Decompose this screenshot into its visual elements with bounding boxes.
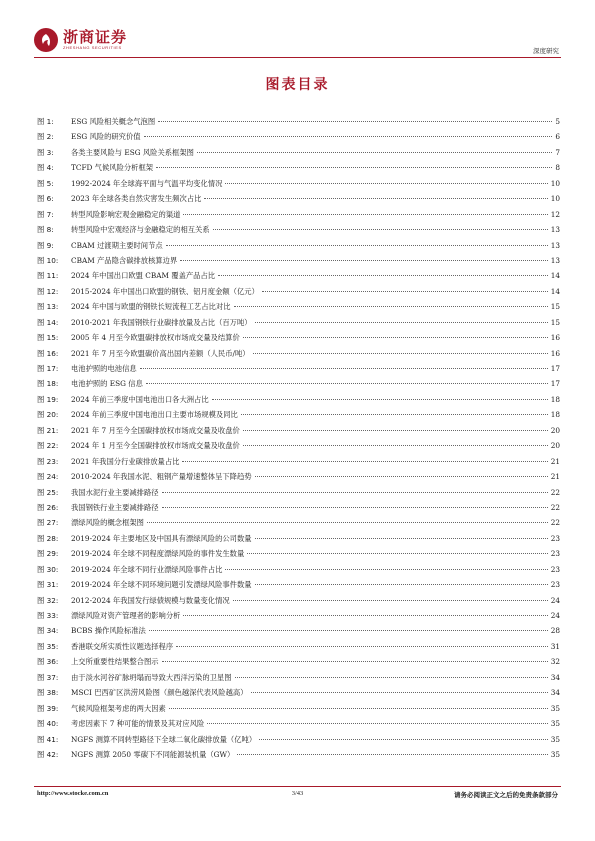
toc-dot-leader	[204, 198, 547, 199]
toc-dot-leader	[144, 136, 553, 137]
toc-dot-leader	[247, 553, 547, 554]
toc-entry-title[interactable]: 2019-2024 年主要地区及中国具有漂绿风险的公司数量	[71, 533, 252, 543]
toc-entry[interactable]	[37, 701, 560, 716]
toc-entry-title[interactable]: 转型风险影响宏观金融稳定的渠道	[71, 209, 181, 219]
toc-entry-number: 图 35:	[37, 641, 59, 651]
toc-entry-title[interactable]: CBAM 产品隐含碳排放核算边界	[71, 255, 178, 265]
toc-entry-title[interactable]: 2019-2024 年全球不同行业漂绿风险事件占比	[71, 564, 223, 574]
toc-entry-number: 图 19:	[37, 394, 59, 404]
toc-entry[interactable]	[37, 315, 560, 330]
toc-entry[interactable]	[37, 593, 560, 608]
toc-dot-leader	[169, 708, 548, 709]
toc-entry-title[interactable]: 上交所重要性结果整合图示	[71, 657, 159, 667]
toc-entry-number: 图 12:	[37, 286, 59, 296]
toc-entry-page[interactable]: 16	[550, 333, 560, 343]
toc-entry-number: 图 11:	[37, 271, 59, 281]
toc-entry-title[interactable]: 各类主要风险与 ESG 风险关系框架图	[71, 147, 194, 157]
toc-entry[interactable]	[37, 515, 560, 530]
toc-dot-leader	[147, 522, 548, 523]
toc-entry[interactable]	[37, 330, 560, 345]
toc-entry-title[interactable]: 2019-2024 年全球不同环境问题引发漂绿风险事件数量	[71, 580, 252, 590]
toc-entry-page[interactable]: 6	[555, 132, 560, 142]
toc-dot-leader	[166, 245, 548, 246]
toc-entry-title[interactable]: 1992-2024 年全球海平面与气温平均变化情况	[71, 178, 223, 188]
toc-entry-title[interactable]: 2024 年中国与欧盟的钢铁长短流程工艺占比对比	[71, 302, 231, 312]
toc-entry-number: 图 7:	[37, 209, 54, 219]
toc-entry-page[interactable]: 35	[550, 734, 560, 744]
toc-entry-number: 图 17:	[37, 364, 59, 373]
toc-entry-number: 图 25:	[37, 487, 59, 497]
toc-entry[interactable]	[37, 639, 560, 654]
toc-entry-title[interactable]: 2021 年我国分行业碳排放量占比	[71, 456, 180, 466]
toc-entry-page[interactable]: 14	[550, 286, 560, 296]
toc-entry-page[interactable]: 15	[550, 302, 560, 312]
toc-entry-page[interactable]: 13	[550, 225, 560, 235]
toc-dot-leader	[197, 152, 552, 153]
toc-dot-leader	[140, 368, 548, 369]
toc-entry-page[interactable]: 16	[550, 348, 560, 358]
toc-entry-number: 图 4:	[37, 163, 54, 173]
toc-entry[interactable]	[37, 407, 560, 422]
toc-dot-leader	[241, 414, 548, 415]
toc-entry-number: 图 40:	[37, 719, 59, 729]
toc-entry-page[interactable]: 22	[550, 518, 560, 528]
toc-entry-page[interactable]: 35	[550, 719, 560, 729]
toc-dot-leader	[180, 260, 547, 261]
toc-entry-title[interactable]: 电池护照的电池信息	[71, 364, 137, 373]
toc-dot-leader	[255, 584, 548, 585]
toc-entry-number: 图 42:	[37, 749, 59, 759]
toc-entry-number: 图 5:	[37, 178, 54, 188]
toc-entry-page[interactable]: 20	[550, 441, 560, 451]
toc-entry[interactable]	[37, 145, 560, 160]
toc-entry-title[interactable]: 我国水泥行业主要减排路径	[71, 487, 159, 497]
toc-entry-page[interactable]: 23	[550, 549, 560, 559]
toc-entry[interactable]	[37, 207, 560, 222]
toc-dot-leader	[182, 461, 547, 462]
report-type: 深度研究	[533, 47, 559, 55]
toc-entry-title[interactable]: 考虑因素下 7 种可能的情景及其对应风险	[71, 719, 205, 729]
toc-entry[interactable]	[37, 608, 560, 623]
toc-entry-number: 图 15:	[37, 333, 59, 343]
toc-dot-leader	[213, 229, 548, 230]
toc-entry-title[interactable]: 香港联交所实质性议题选择程序	[71, 641, 174, 651]
toc-dot-leader	[212, 399, 548, 400]
toc-dot-leader	[243, 430, 548, 431]
toc-entry-title[interactable]: 2024 年中国出口欧盟 CBAM 覆盖产品占比	[71, 271, 216, 281]
toc-entry[interactable]	[37, 129, 560, 144]
toc-entry-number: 图 1:	[37, 117, 54, 126]
toc-entry-page[interactable]: 18	[550, 410, 560, 420]
toc-entry-title[interactable]: 由于淡水河谷矿脉坍塌而导致大西洋污染的卫星图	[71, 672, 232, 682]
toc-entry-page[interactable]: 24	[550, 595, 560, 605]
toc-dot-leader	[225, 569, 547, 570]
toc-entry[interactable]	[37, 500, 560, 515]
toc-entry-title[interactable]: ESG 风险的研究价值	[71, 132, 141, 142]
toc-title: 图表目录	[265, 77, 330, 93]
toc-entry-number: 图 22:	[37, 441, 59, 451]
brand-name-en: ZHESHANG SECURITIES	[63, 45, 122, 50]
footer-divider	[34, 786, 561, 787]
toc-entry-number: 图 8:	[37, 225, 54, 235]
toc-dot-leader	[251, 692, 548, 693]
toc-entry-number: 图 26:	[37, 502, 59, 512]
toc-entry[interactable]	[37, 238, 560, 253]
footer-url[interactable]: http://www.stocke.com.cn	[37, 790, 109, 797]
toc-entry[interactable]	[37, 716, 560, 731]
toc-dot-leader	[243, 445, 548, 446]
toc-dot-leader	[225, 183, 547, 184]
toc-entry-title[interactable]: 2015-2024 年中国出口欧盟的钢铁、铝月度金额（亿元）	[71, 286, 259, 296]
toc-entry[interactable]	[37, 438, 560, 453]
toc-dot-leader	[259, 739, 548, 740]
toc-entry-title[interactable]: 2021 年 7 月至今全国碳排放权市场成交量及收盘价	[71, 425, 240, 435]
toc-dot-leader	[255, 538, 548, 539]
toc-entry-number: 图 34:	[37, 626, 59, 636]
toc-entry-page[interactable]: 15	[550, 317, 560, 327]
toc-entry-page[interactable]: 23	[550, 564, 560, 574]
toc-entry-number: 图 24:	[37, 472, 59, 482]
toc-entry-title[interactable]: 气候风险框架考虑的两大因素	[71, 703, 166, 713]
toc-dot-leader	[176, 646, 548, 647]
toc-entry[interactable]	[37, 253, 560, 268]
toc-dot-leader	[158, 121, 552, 122]
toc-entry[interactable]	[37, 191, 560, 206]
toc-entry-number: 图 3:	[37, 147, 54, 157]
toc-entry-page[interactable]: 17	[550, 364, 560, 373]
toc-entry-number: 图 33:	[37, 611, 59, 620]
toc-entry-page[interactable]: 21	[550, 456, 560, 466]
toc-entry-page[interactable]: 32	[550, 657, 560, 667]
toc-entry-page[interactable]: 22	[550, 502, 560, 512]
toc-entry[interactable]	[37, 160, 560, 175]
toc-entry-title[interactable]: 转型风险中宏观经济与金融稳定的相互关系	[71, 225, 210, 235]
toc-entry[interactable]	[37, 222, 560, 237]
toc-entry-number: 图 18:	[37, 379, 59, 389]
toc-entry-number: 图 14:	[37, 317, 59, 327]
toc-entry[interactable]	[37, 284, 560, 299]
toc-entry[interactable]	[37, 392, 560, 407]
toc-entry[interactable]	[37, 454, 560, 469]
toc-entry-title[interactable]: 2005 年 4 月至今欧盟碳排放权市场成交量及结算价	[71, 333, 240, 343]
toc-dot-leader	[262, 291, 548, 292]
toc-entry-number: 图 41:	[37, 734, 59, 744]
toc-dot-leader	[162, 661, 548, 662]
toc-entry-title[interactable]: 2021 年 7 月至今欧盟碳价高出国内差额（人民币/吨）	[71, 348, 250, 358]
toc-entry-title[interactable]: 我国钢铁行业主要减排路径	[71, 502, 159, 512]
toc-entry-page[interactable]: 21	[550, 472, 560, 482]
toc-dot-leader	[233, 600, 548, 601]
toc-entry[interactable]	[37, 268, 560, 283]
toc-entry-title[interactable]: NGFS 测算 2050 零碳下不同能源装机量（GW）	[71, 749, 235, 759]
toc-entry-title[interactable]: CBAM 过渡期主要时间节点	[71, 240, 163, 250]
toc-entry[interactable]	[37, 299, 560, 314]
toc-entry[interactable]	[37, 469, 560, 484]
toc-entry[interactable]	[37, 376, 560, 391]
toc-entry-number: 图 38:	[37, 688, 59, 698]
toc-dot-leader	[234, 306, 548, 307]
toc-entry-page[interactable]: 23	[550, 533, 560, 543]
toc-entry[interactable]	[37, 423, 560, 438]
toc-entry-number: 图 20:	[37, 410, 59, 420]
toc-entry-page[interactable]: 12	[550, 209, 560, 219]
toc-entry-page[interactable]: 34	[550, 672, 560, 682]
toc-entry-title[interactable]: 漂绿风险的概念框架图	[71, 518, 144, 528]
brand-logo	[34, 28, 127, 52]
toc-entry-page[interactable]: 31	[550, 641, 560, 651]
toc-entry-number: 图 13:	[37, 302, 59, 312]
toc-dot-leader	[162, 507, 548, 508]
toc-entry-title[interactable]: ESG 风险相关概念气泡图	[71, 117, 156, 126]
toc-entry-number: 图 27:	[37, 518, 59, 528]
disclaimer-note: 请务必阅读正文之后的免责条款部分	[454, 791, 558, 799]
toc-entry-number: 图 16:	[37, 348, 59, 358]
toc-entry-title[interactable]: 2010-2024 年我国水泥、粗钢产量增速整体呈下降趋势	[71, 472, 252, 482]
toc-entry-number: 图 9:	[37, 240, 54, 250]
brand-name: 浙商证券	[63, 28, 128, 46]
toc-entry-page[interactable]: 17	[550, 379, 560, 389]
toc-entry-title[interactable]: 2024 年前三季度中国电池出口各大洲占比	[71, 394, 209, 404]
toc-dot-leader	[255, 476, 548, 477]
toc-entry-title[interactable]: 2023 年全球各类自然灾害发生频次占比	[71, 194, 202, 204]
toc-entry-number: 图 36:	[37, 657, 59, 667]
toc-entry-title[interactable]: 2024 年前三季度中国电池出口主要市场规模及同比	[71, 410, 238, 420]
toc-entry-number: 图 37:	[37, 672, 59, 682]
toc-entry-page[interactable]: 18	[550, 394, 560, 404]
toc-entry[interactable]	[37, 361, 560, 376]
toc-dot-leader	[183, 214, 547, 215]
toc-entry[interactable]	[37, 732, 560, 747]
toc-entry[interactable]	[37, 654, 560, 669]
toc-entry-title[interactable]: 2019-2024 年全球不同程度漂绿风险的事件发生数量	[71, 549, 245, 559]
toc-dot-leader	[162, 492, 548, 493]
page-header	[0, 0, 595, 60]
toc-dot-leader	[237, 754, 547, 755]
toc-entry-page[interactable]: 8	[555, 163, 560, 173]
toc-entry-number: 图 30:	[37, 564, 59, 574]
toc-entry-page[interactable]: 34	[550, 688, 560, 698]
toc-entry[interactable]	[37, 577, 560, 592]
toc-entry-page[interactable]: 10	[550, 194, 560, 204]
toc-entry-number: 图 39:	[37, 703, 59, 713]
toc-dot-leader	[156, 167, 552, 168]
toc-entry-page[interactable]: 7	[555, 147, 560, 157]
page-footer	[37, 790, 558, 799]
toc-entry-title[interactable]: 电池护照的 ESG 信息	[71, 379, 143, 389]
toc-entry-page[interactable]: 28	[550, 626, 560, 636]
toc-entry-title[interactable]: TCFD 气候风险分析框架	[71, 163, 154, 173]
toc-dot-leader	[207, 723, 547, 724]
toc-entry-page[interactable]: 13	[550, 255, 560, 265]
toc-entry-number: 图 31:	[37, 580, 59, 590]
toc-entry[interactable]	[37, 670, 560, 685]
toc-entry-number: 图 10:	[37, 255, 59, 265]
toc-dot-leader	[243, 337, 548, 338]
toc-entry-number: 图 23:	[37, 456, 59, 466]
toc-entry-page[interactable]: 35	[550, 749, 560, 759]
toc-entry-page[interactable]: 23	[550, 580, 560, 590]
toc-entry-page[interactable]: 22	[550, 487, 560, 497]
toc-dot-leader	[149, 630, 548, 631]
toc-entry[interactable]	[37, 346, 560, 361]
toc-entry-number: 图 29:	[37, 549, 59, 559]
toc-entry-page[interactable]: 5	[555, 117, 560, 126]
toc-entry-number: 图 28:	[37, 533, 59, 543]
toc-entry-title[interactable]: BCBS 操作风险标准法	[71, 626, 146, 636]
toc-dot-leader	[253, 353, 548, 354]
toc-entry-title[interactable]: 2024 年 1 月至今全国碳排放权市场成交量及收盘价	[71, 441, 240, 451]
toc-entry-number: 图 21:	[37, 425, 59, 435]
toc-entry-page[interactable]: 14	[550, 271, 560, 281]
toc-dot-leader	[255, 322, 548, 323]
toc-entry-page[interactable]: 24	[550, 611, 560, 620]
toc-dot-leader	[146, 383, 548, 384]
toc-entry-page[interactable]: 13	[550, 240, 560, 250]
toc-entry-title[interactable]: 2012-2024 年我国发行绿债规模与数量变化情况	[71, 595, 230, 605]
toc-entry-number: 图 6:	[37, 194, 54, 204]
toc-entry-page[interactable]: 20	[550, 425, 560, 435]
toc-dot-leader	[183, 615, 547, 616]
toc-entry-title[interactable]: 漂绿风险对资产管理者的影响分析	[71, 611, 181, 620]
logo-icon	[34, 28, 58, 52]
toc-entry[interactable]	[37, 114, 560, 129]
toc-entry-number: 图 2:	[37, 132, 54, 142]
toc-entry[interactable]	[37, 531, 560, 546]
toc-entry[interactable]	[37, 685, 560, 700]
toc-entry[interactable]	[37, 562, 560, 577]
header-divider	[34, 57, 561, 58]
toc-entry[interactable]	[37, 623, 560, 638]
toc-dot-leader	[235, 677, 548, 678]
toc-entry[interactable]	[37, 546, 560, 561]
toc-entry-title[interactable]: MSCI 巴西矿区洪涝风险图（颜色越深代表风险越高）	[71, 688, 248, 698]
toc-dot-leader	[218, 275, 548, 276]
toc-list	[37, 114, 560, 762]
toc-entry-number: 图 32:	[37, 595, 59, 605]
toc-entry[interactable]	[37, 176, 560, 191]
toc-entry-page[interactable]: 10	[550, 178, 560, 188]
toc-entry[interactable]	[37, 485, 560, 500]
toc-entry[interactable]	[37, 747, 560, 762]
page-number: 3/43	[291, 790, 304, 797]
toc-entry-title[interactable]: NGFS 测算不同转型路径下全球二氧化碳排放量（亿吨）	[71, 734, 257, 744]
toc-entry-title[interactable]: 2010-2021 年我国钢铁行业碳排放量及占比（百万吨）	[71, 317, 252, 327]
toc-entry-page[interactable]: 35	[550, 703, 560, 713]
